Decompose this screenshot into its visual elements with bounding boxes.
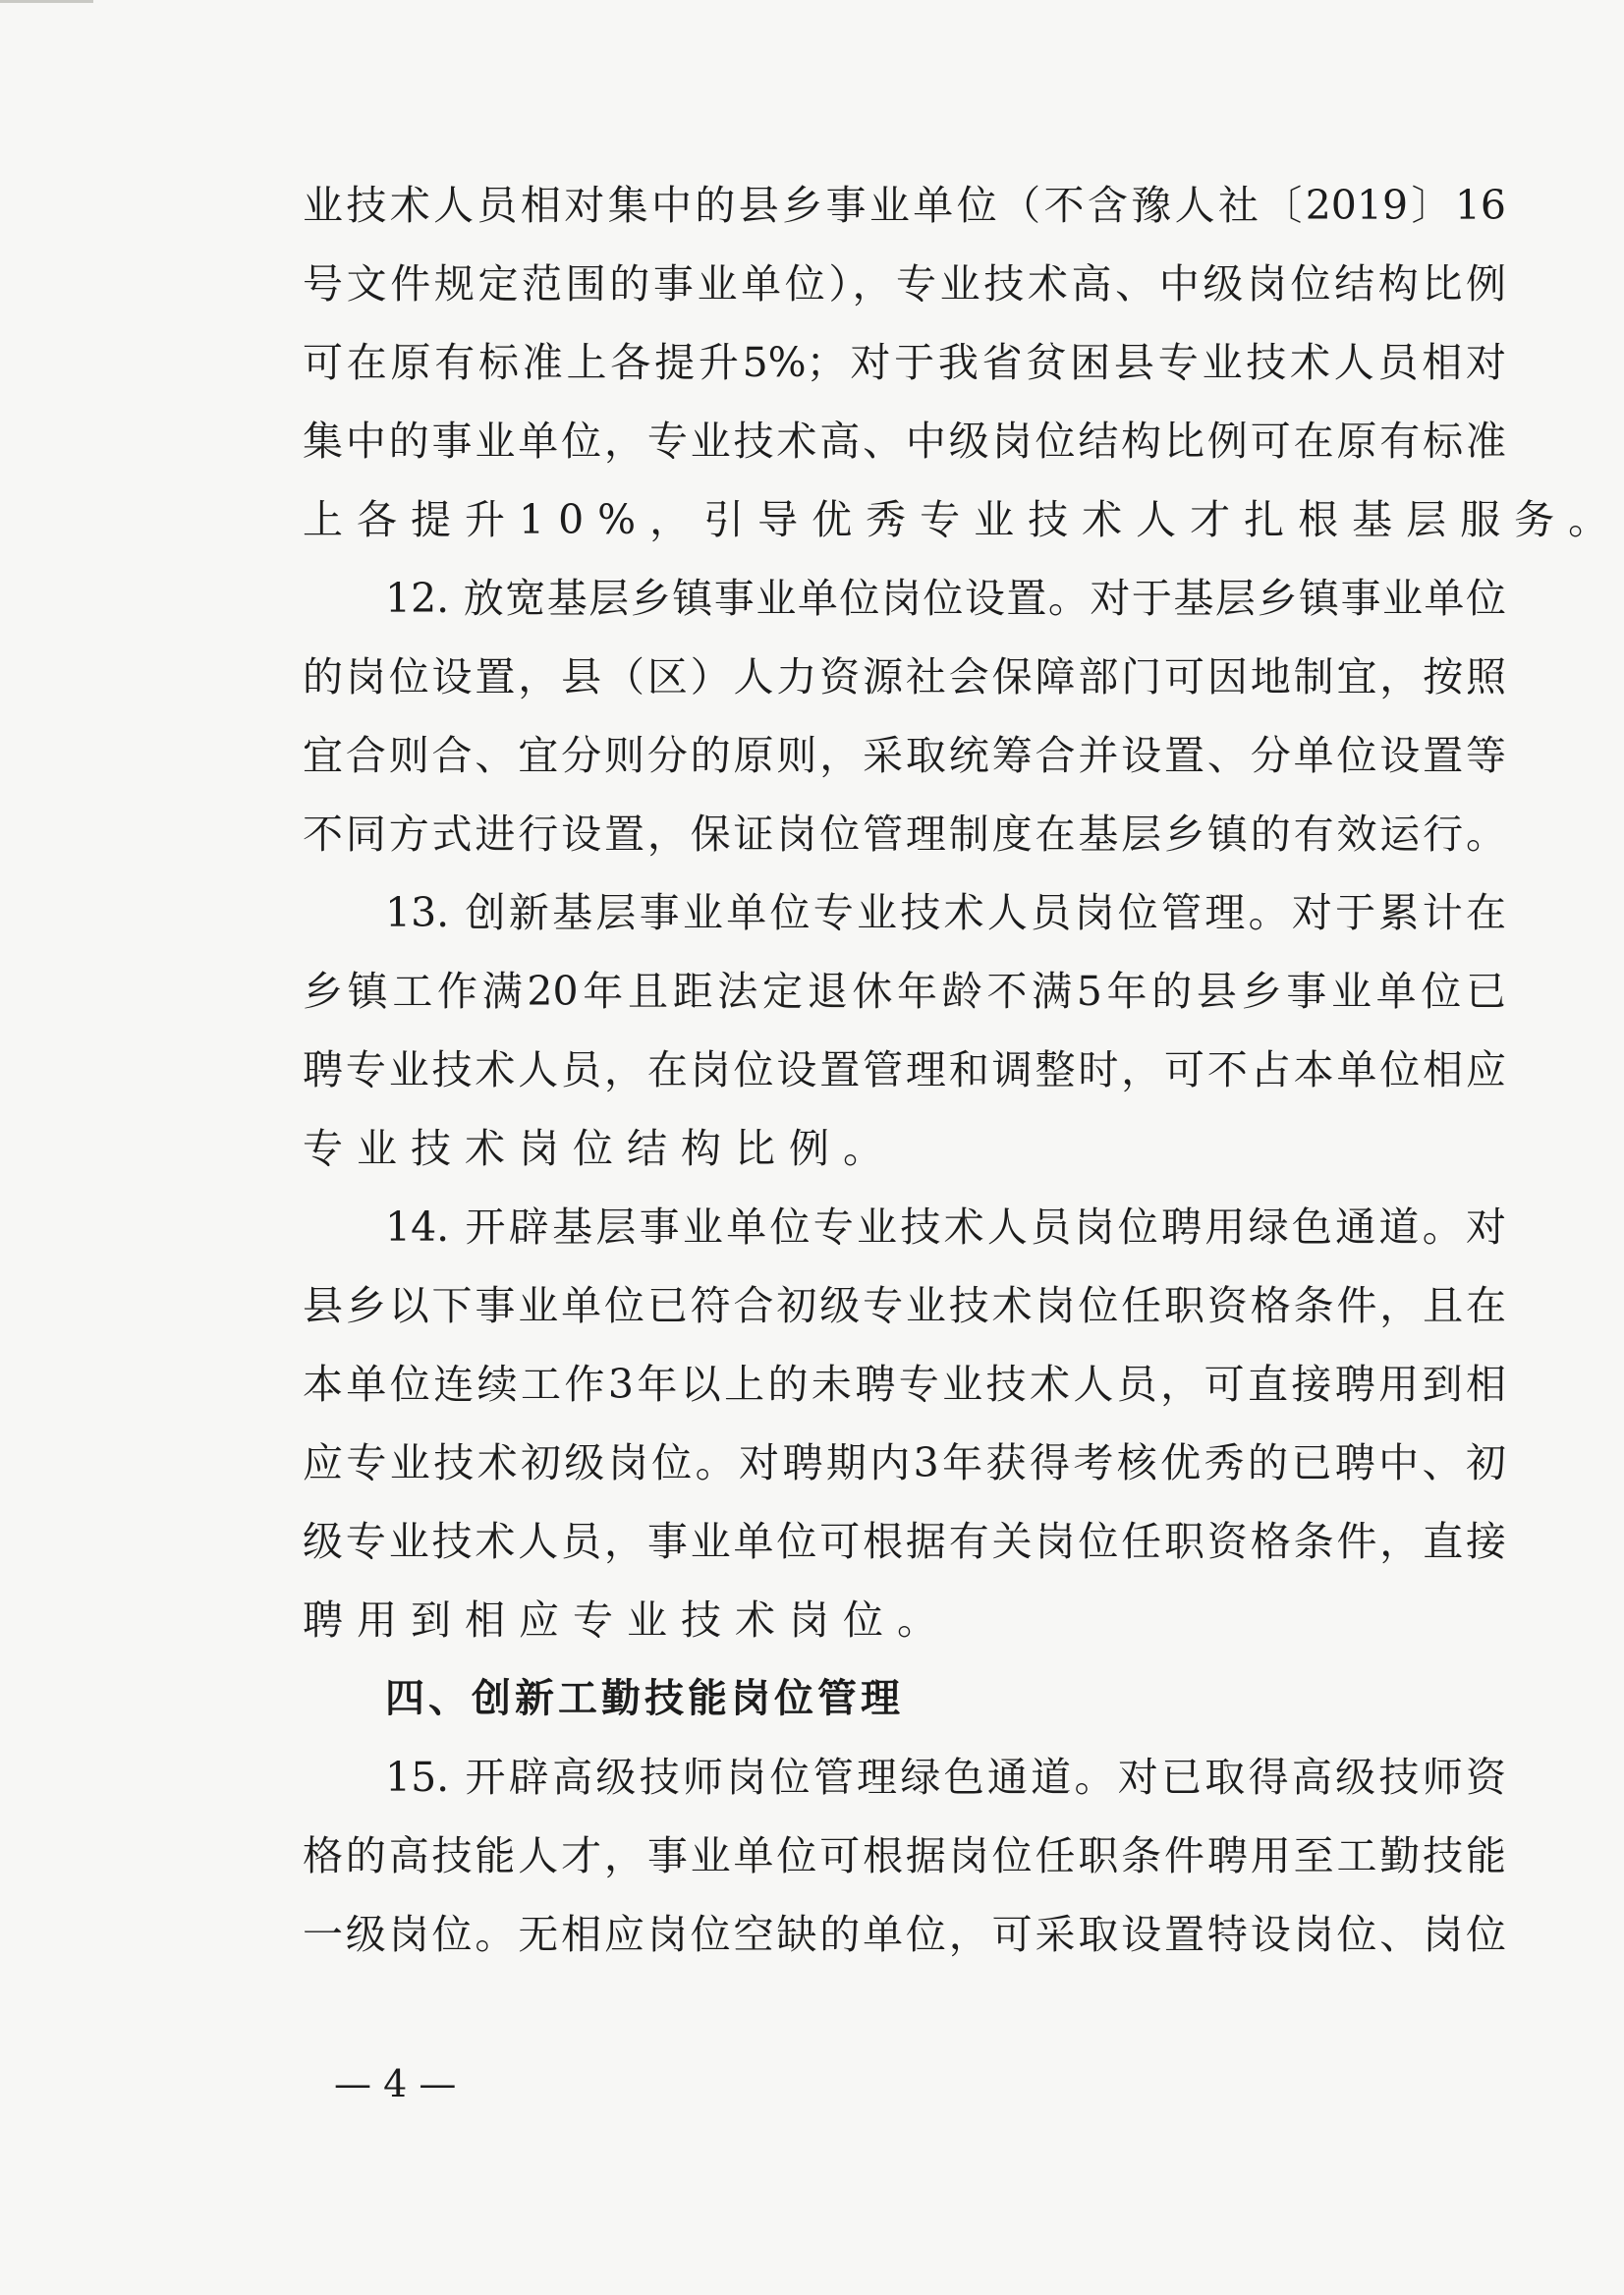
text-line: 上各提升10%，引导优秀专业技术人才扎根基层服务。 bbox=[303, 496, 1623, 543]
text-line: 县乡以下事业单位已符合初级专业技术岗位任职资格条件，且在 bbox=[303, 1282, 1506, 1329]
scan-edge-mark bbox=[0, 0, 93, 3]
text-line: 宜合则合、宜分则分的原则，采取统筹合并设置、分单位设置等 bbox=[303, 732, 1506, 779]
text-line: 业技术人员相对集中的县乡事业单位（不含豫人社〔2019〕16 bbox=[303, 182, 1506, 229]
text-line: 本单位连续工作3年以上的未聘专业技术人员，可直接聘用到相 bbox=[303, 1361, 1506, 1408]
text-line: 聘用到相应专业技术岗位。 bbox=[303, 1596, 951, 1644]
text-line: 集中的事业单位，专业技术高、中级岗位结构比例可在原有标准 bbox=[303, 418, 1506, 465]
text-line: 级专业技术人员，事业单位可根据有关岗位任职资格条件，直接 bbox=[303, 1518, 1506, 1565]
section-heading: 四、创新工勤技能岗位管理 bbox=[385, 1676, 904, 1721]
page-number: — 4 — bbox=[334, 2062, 457, 2105]
text-line: 乡镇工作满20年且距法定退休年龄不满5年的县乡事业单位已 bbox=[303, 968, 1506, 1015]
paragraph-12-first-line: 12. 放宽基层乡镇事业单位岗位设置。对于基层乡镇事业单位 bbox=[385, 575, 1506, 622]
text-line: 的岗位设置，县（区）人力资源社会保障部门可因地制宜，按照 bbox=[303, 653, 1506, 700]
text-line: 不同方式进行设置，保证岗位管理制度在基层乡镇的有效运行。 bbox=[303, 811, 1506, 858]
text-line: 一级岗位。无相应岗位空缺的单位，可采取设置特设岗位、岗位 bbox=[303, 1911, 1506, 1958]
text-line: 可在原有标准上各提升5%；对于我省贫困县专业技术人员相对 bbox=[303, 339, 1506, 386]
text-line: 号文件规定范围的事业单位），专业技术高、中级岗位结构比例 bbox=[303, 260, 1506, 308]
text-line: 专业技术岗位结构比例。 bbox=[303, 1125, 897, 1172]
text-line: 聘专业技术人员，在岗位设置管理和调整时，可不占本单位相应 bbox=[303, 1046, 1506, 1093]
text-line: 应专业技术初级岗位。对聘期内3年获得考核优秀的已聘中、初 bbox=[303, 1439, 1506, 1486]
paragraph-15-first-line: 15. 开辟高级技师岗位管理绿色通道。对已取得高级技师资 bbox=[385, 1754, 1506, 1801]
paragraph-14-first-line: 14. 开辟基层事业单位专业技术人员岗位聘用绿色通道。对 bbox=[385, 1203, 1506, 1251]
text-line: 格的高技能人才，事业单位可根据岗位任职条件聘用至工勤技能 bbox=[303, 1832, 1506, 1879]
paragraph-13-first-line: 13. 创新基层事业单位专业技术人员岗位管理。对于累计在 bbox=[385, 889, 1506, 936]
